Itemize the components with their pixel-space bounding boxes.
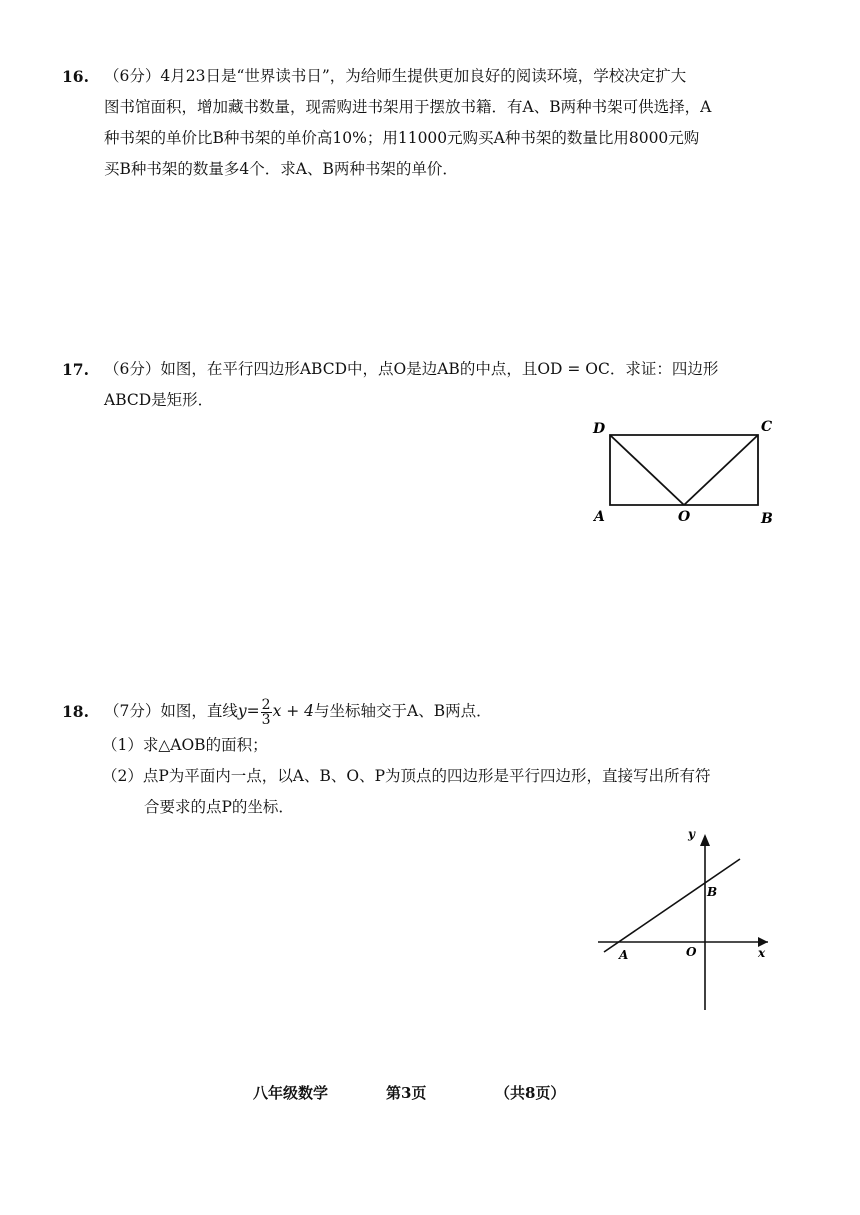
label-c: C — [761, 419, 773, 435]
fraction-denominator: 3 — [261, 711, 271, 728]
text-line: 合要求的点P的坐标． — [144, 798, 294, 816]
equation-sign: = — [246, 702, 260, 720]
question-number: 17. — [62, 360, 89, 379]
text-line: ABCD是矩形． — [104, 391, 214, 409]
footer-total-pages: （共8页） — [495, 1084, 566, 1102]
text-line: 买B种书架的数量多4个．求A、B两种书架的单价． — [104, 160, 458, 178]
rectangle-figure — [585, 412, 785, 527]
label-b: B — [761, 511, 773, 527]
text-line: 种书架的单价比B种书架的单价高10%；用11000元购买A种书架的数量比用8000元购 — [104, 129, 700, 147]
text-fragment: （7分）如图，直线 — [104, 702, 238, 720]
label-d: D — [593, 421, 606, 437]
text-line: （6分）如图，在平行四边形ABCD中，点O是边AB的中点，且OD = OC．求证：四边形 — [104, 360, 719, 378]
question-number: 16. — [62, 67, 89, 86]
equation-fraction — [261, 698, 272, 727]
label-x: x — [758, 946, 766, 960]
footer-subject: 八年级数学 — [253, 1084, 329, 1102]
text-fragment: 与坐标轴交于A、B两点． — [314, 702, 492, 720]
question-text — [104, 61, 711, 185]
footer-page-number: 第3页 — [386, 1084, 427, 1102]
segment-od — [610, 435, 684, 505]
question-text — [104, 354, 718, 416]
label-o: O — [678, 509, 691, 525]
label-a: A — [619, 948, 629, 962]
y-axis-arrow-icon — [700, 834, 710, 846]
segment-oc — [684, 435, 758, 505]
text-line: （2）点P为平面内一点，以A、B、O、P为顶点的四边形是平行四边形，直接写出所有符 — [102, 767, 711, 785]
label-b: B — [707, 885, 718, 899]
label-y: y — [688, 827, 695, 841]
text-line: 图书馆面积，增加藏书数量，现需购进书架用于摆放书籍．有A、B两种书架可供选择，A — [104, 98, 712, 116]
fraction-numerator: 2 — [261, 696, 271, 713]
label-o: O — [686, 945, 697, 959]
question-number: 18. — [62, 702, 89, 721]
text-line: （6分）4月23日是“世界读书日”，为给师生提供更加良好的阅读环境，学校决定扩大 — [104, 67, 687, 85]
question-text — [104, 696, 711, 823]
label-a: A — [594, 509, 605, 525]
coordinate-figure — [590, 822, 780, 1017]
equation-variable: y — [237, 702, 247, 720]
line-graph — [604, 859, 740, 952]
text-line: （1）求△AOB的面积； — [102, 736, 268, 754]
text-line — [104, 696, 711, 730]
equation-rest: x + 4 — [272, 702, 315, 720]
rectangle-abcd — [610, 435, 758, 505]
